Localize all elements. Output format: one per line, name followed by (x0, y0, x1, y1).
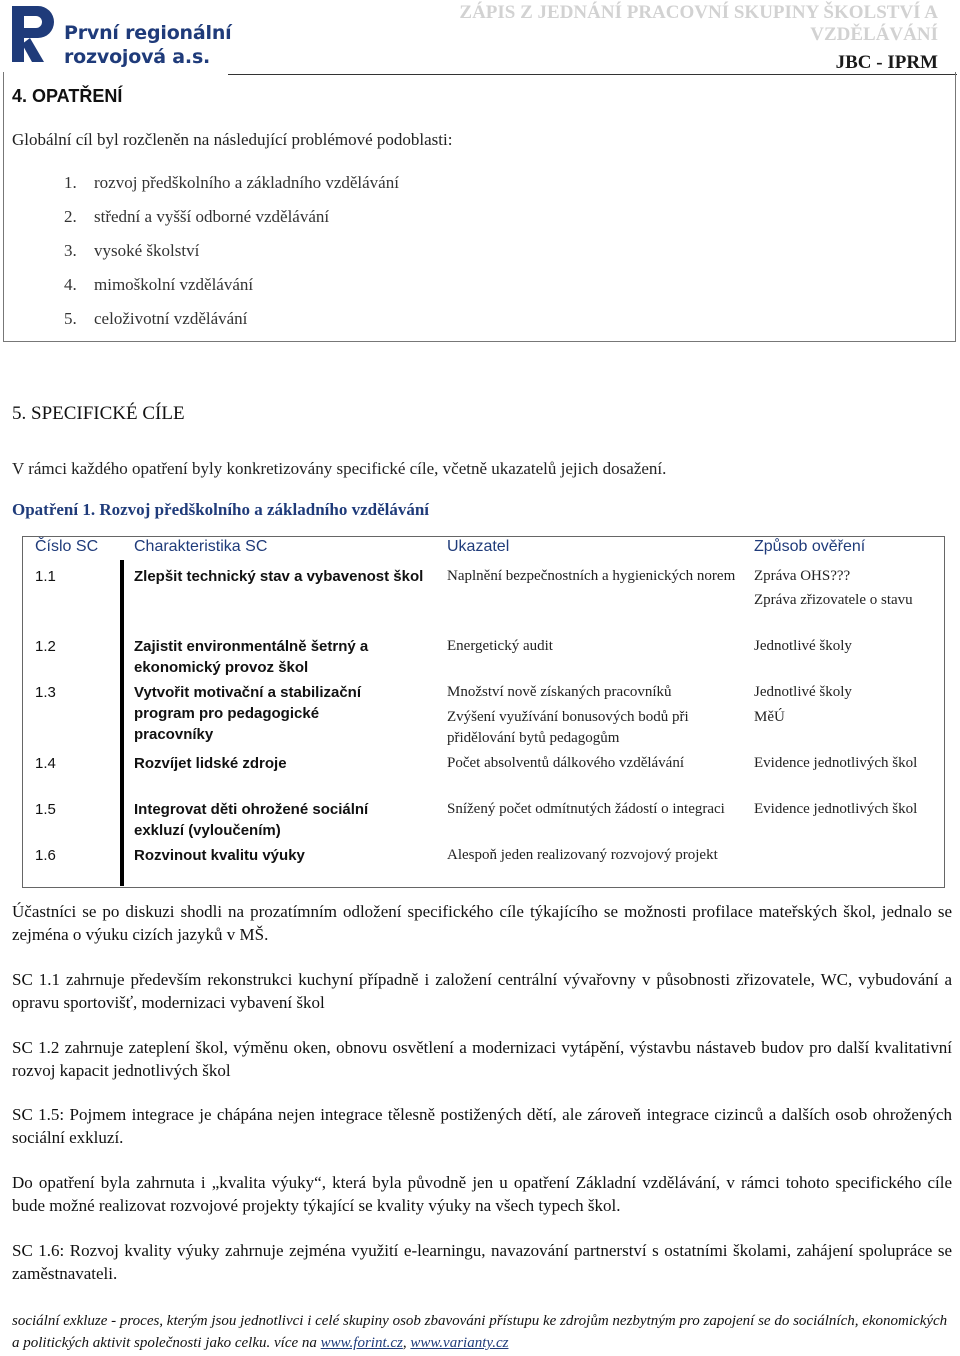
table-cell-indicator: Energetický audit (447, 638, 553, 654)
logo-text-line2: rozvojová a.s. (64, 46, 211, 68)
company-logo (8, 4, 248, 70)
paragraph: SC 1.2 zahrnuje zateplení škol, výměnu oken, obnovu osvětlení a modernizaci vytápění, výstavbu nástaveb budov pro další kvalitativní rozvoj kapacit jednotlivých škol (12, 1038, 952, 1080)
table-cell-characteristic: Zajistit environmentálně šetrný a ekonomický provoz škol (134, 638, 369, 676)
table-cell-indicator: Počet absolventů dálkového vzdělávání (447, 755, 685, 771)
table-cell-verification: Zpráva zřizovatele o stavu (754, 592, 913, 608)
table-cell-indicator: Zvýšení využívání bonusových bodů při přidělování bytů pedagogům (447, 709, 689, 746)
section-5-intro: V rámci každého opatření byly konkretizovány specifické cíle, včetně ukazatelů jejich dosažení. (12, 459, 667, 478)
table-cell-verification: MěÚ (754, 709, 785, 725)
table-cell-id: 1.4 (35, 755, 56, 772)
subareas-list (64, 169, 399, 339)
table-cell-characteristic: Rozvinout kvalitu výuky (134, 847, 305, 864)
table-cell-indicator: Naplnění bezpečnostních a hygienických norem (447, 568, 736, 584)
th-characteristic: Charakteristika SC (134, 538, 268, 555)
list-item: 5. celoživotní vzdělávání (64, 309, 248, 328)
table-cell-id: 1.1 (35, 568, 56, 585)
list-item: 4. mimoškolní vzdělávání (64, 275, 254, 294)
table-cell-verification: Jednotlivé školy (754, 684, 852, 700)
list-item: 2. střední a vyšší odborné vzdělávání (64, 207, 330, 226)
th-number: Číslo SC (35, 538, 99, 555)
logo-text-line1: První regionální (64, 22, 232, 44)
paragraph: SC 1.5: Pojmem integrace je chápána nejen integrace tělesně postižených dětí, ale zároveň integrace cizinců a dalších osob ohrožených sociální exkluzí. (12, 1105, 952, 1147)
logo-mark-icon (8, 4, 58, 66)
th-indicator: Ukazatel (447, 538, 510, 555)
table-cell-id: 1.5 (35, 801, 56, 818)
table-cell-verification: Jednotlivé školy (754, 638, 852, 654)
list-item: 3. vysoké školství (64, 241, 200, 260)
table-cell-indicator: Snížený počet odmítnutých žádostí o integraci (447, 801, 725, 817)
table-cell-id: 1.3 (35, 684, 56, 701)
document-title: ZÁPIS Z JEDNÁNÍ PRACOVNÍ SKUPINY ŠKOLSTVÍ A VZDĚLÁVÁNÍ (459, 2, 938, 45)
table-cell-verification: Evidence jednotlivých škol (754, 755, 918, 771)
list-item: 1. rozvoj předškolního a základního vzdělávání (64, 173, 399, 192)
section-4-intro: Globální cíl byl rozčleněn na následující problémové podoblasti: (12, 130, 453, 149)
paragraph: Účastníci se po diskuzi shodli na prozatímním odložení specifického cíle týkajícího se možnosti profilace mateřských škol, jednalo se zejména o výuku cizích jazyků v MŠ. (12, 902, 952, 944)
table-cell-characteristic: Integrovat děti ohrožené sociální exkluzí (vyloučením) (134, 801, 369, 839)
footnote-link-forint[interactable]: www.forint.cz (320, 1335, 403, 1351)
table-vertical-rule (120, 560, 124, 886)
table-cell-characteristic: Rozvíjet lidské zdroje (134, 755, 287, 772)
table-cell-indicator: Množství nově získaných pracovníků (447, 684, 672, 700)
paragraph: Do opatření byla zahrnuta i „kvalita výuky“, která byla původně jen u opatření Základní vzdělávání, v rámci tohoto specifického cíle bude možné realizovat rozvojové projekty týkající se kvality výuky na všech typech škol. (12, 1173, 952, 1215)
footnote-text: sociální exkluze - proces, kterým jsou jednotlivci i celé skupiny osob zbavováni přístupu ke zdrojům nezbytným pro zapojení se do sociálních, ekonomických a politických aktivit společnosti jako celku. více na (12, 1313, 948, 1351)
document-code: JBC - IPRM (835, 52, 938, 73)
section-4-title: 4. OPATŘENÍ (12, 86, 123, 106)
measure-1-title: Opatření 1. Rozvoj předškolního a základního vzdělávání (12, 500, 430, 519)
paragraph: SC 1.1 zahrnuje především rekonstrukci kuchyní případně i založení centrální vývařovny v působnosti zřizovatele, WC, vybudování a opravu sportovišť, modernizaci vybavení škol (12, 970, 952, 1012)
paragraph: SC 1.6: Rozvoj kvality výuky zahrnuje zejména využití e-learningu, navazování partnerství s ostatními školami, zahájení spolupráce se zaměstnavateli. (12, 1241, 952, 1283)
table-cell-id: 1.6 (35, 847, 56, 864)
th-verification: Způsob ověření (754, 538, 866, 555)
table-cell-verification: Zpráva OHS??? (754, 568, 851, 584)
footnote-link-varianty[interactable]: www.varianty.cz (410, 1335, 509, 1351)
table-cell-indicator: Alespoň jeden realizovaný rozvojový projekt (447, 847, 718, 863)
table-cell-characteristic: Vytvořit motivační a stabilizační program pro pedagogické pracovníky (134, 684, 362, 743)
table-cell-id: 1.2 (35, 638, 56, 655)
section-5-title: 5. SPECIFICKÉ CÍLE (12, 403, 185, 424)
footnote: sociální exkluze - proces, kterým jsou jednotlivci i celé skupiny osob zbavováni přístupu ke zdrojům nezbytným pro zapojení se do sociálních, ekonomických a politických aktivit společnosti jako celku. více na www.forint.cz, www.varianty.cz (12, 1313, 948, 1351)
table-cell-verification: Evidence jednotlivých škol (754, 801, 918, 817)
table-cell-characteristic: Zlepšit technický stav a vybavenost škol (134, 568, 424, 585)
